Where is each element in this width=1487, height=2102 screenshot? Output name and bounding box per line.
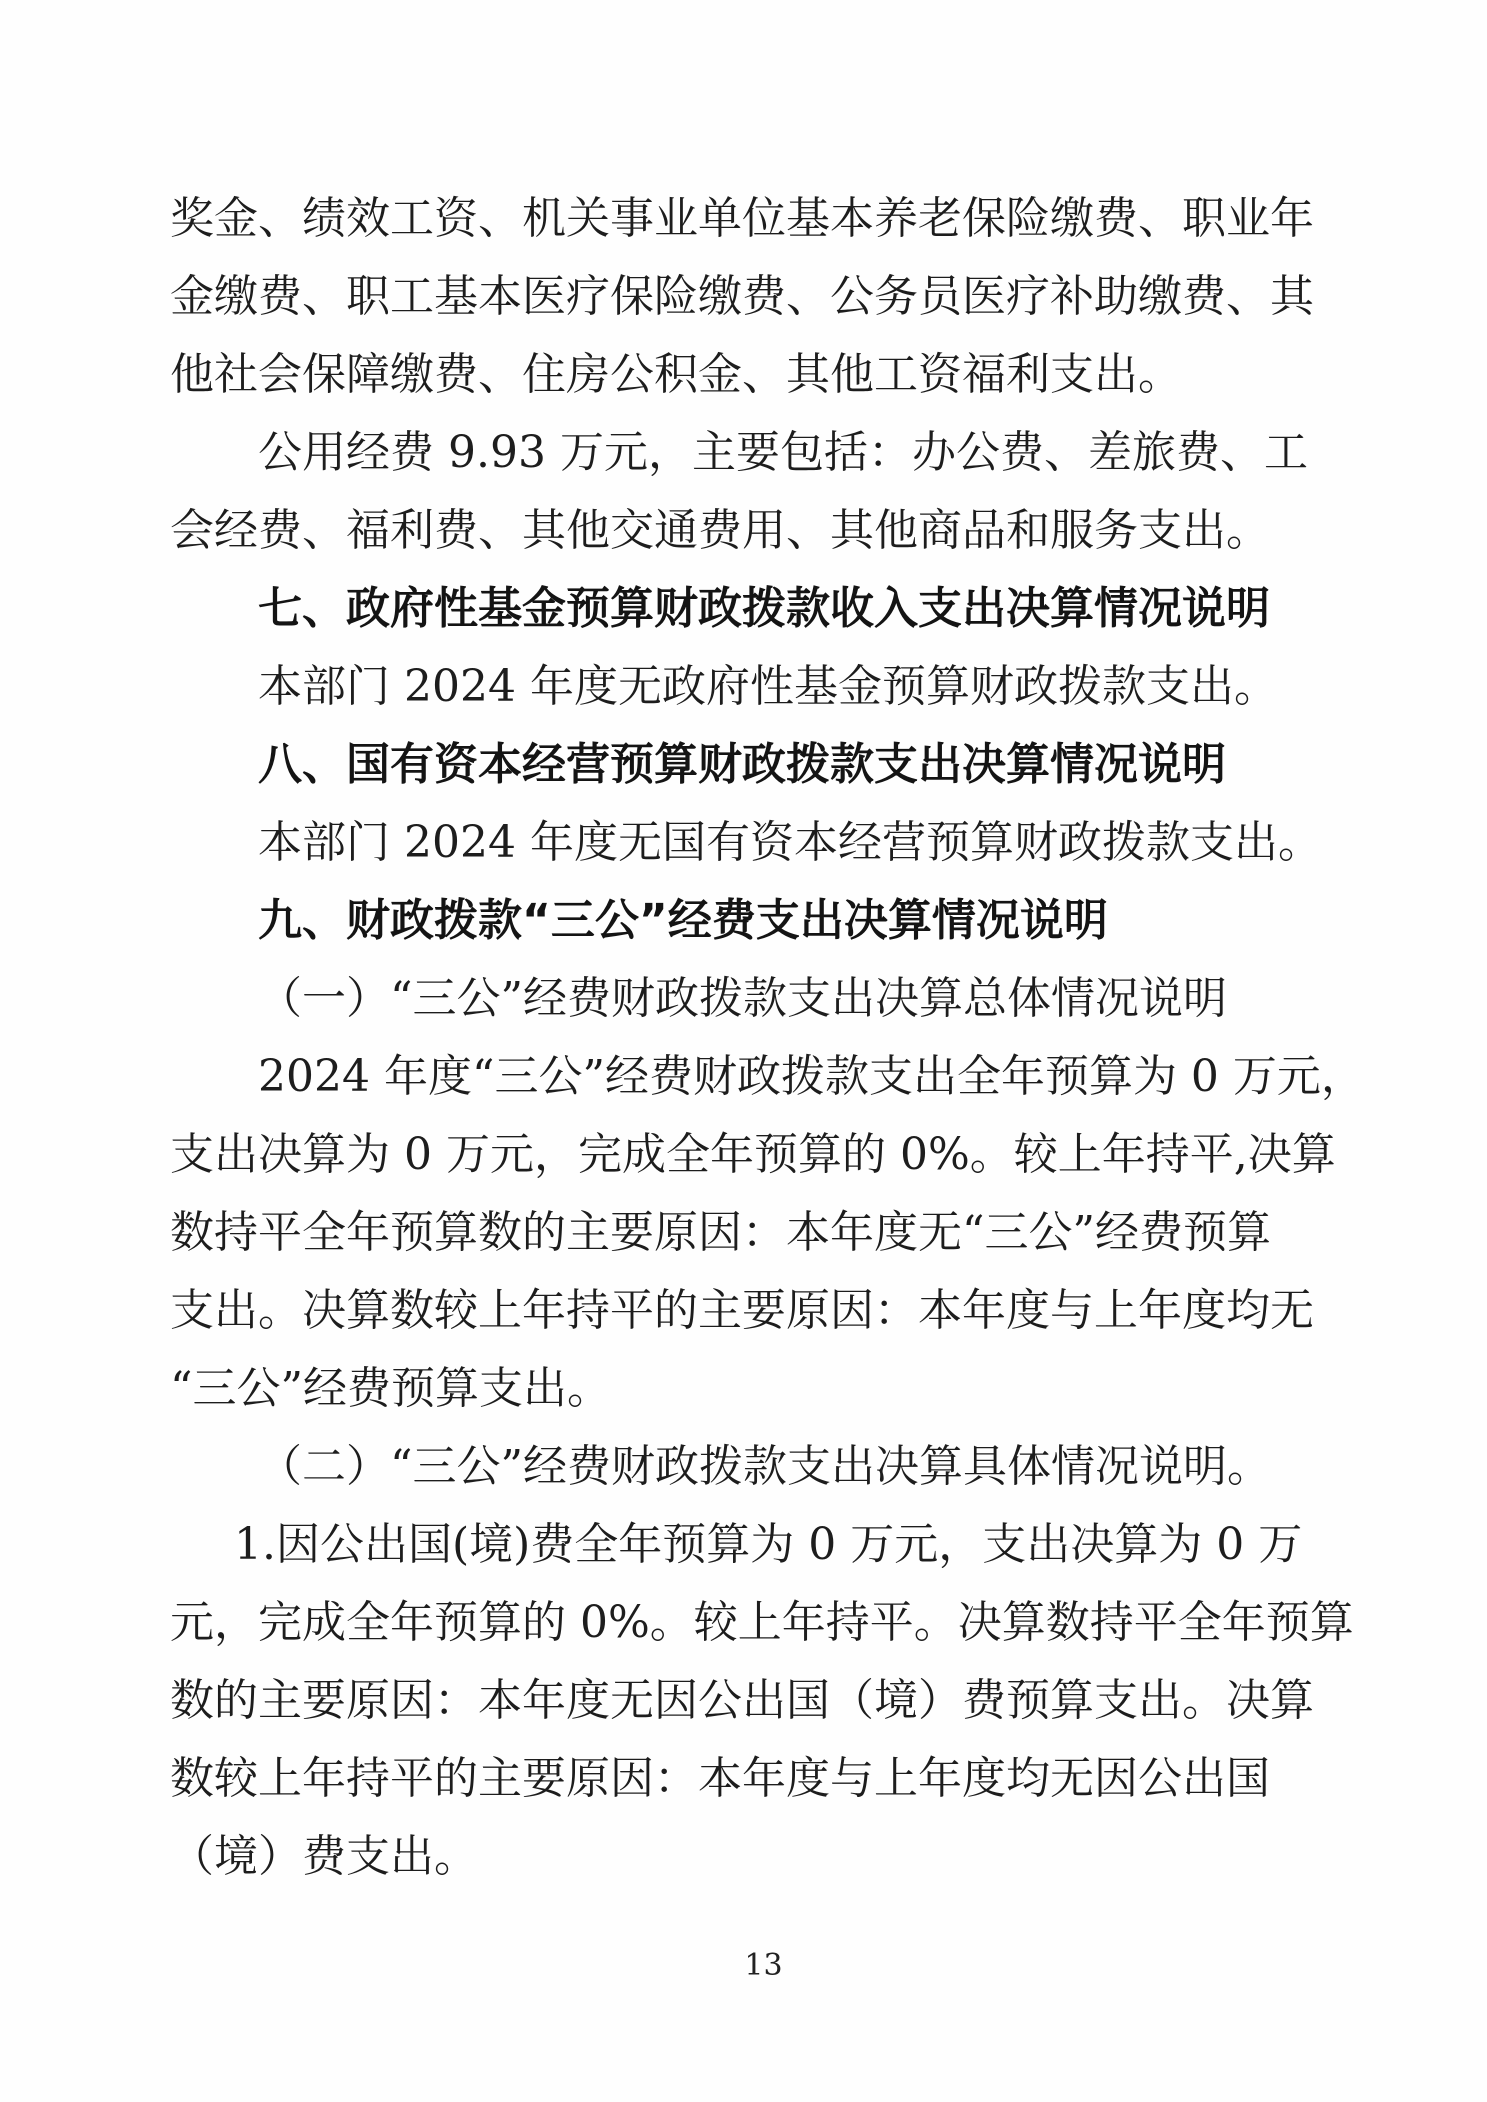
list-item-1-line: 1.因公出国(境)费全年预算为 0 万元，支出决算为 0 万 [234,1519,1303,1570]
paragraph-first-line: 2024 年度“三公”经费财政拨款支出全年预算为 0 万元， [258,1051,1365,1102]
text-line: 奖金、绩效工资、机关事业单位基本养老保险缴费、职业年 [170,193,1314,244]
section-heading-eight: 八、国有资本经营预算财政拨款支出决算情况说明 [258,739,1226,790]
section-heading-nine: 九、财政拨款“三公”经费支出决算情况说明 [258,895,1108,946]
page-number: 13 [744,1948,783,1983]
paragraph-first-line: 公用经费 9.93 万元，主要包括：办公费、差旅费、工 [258,427,1308,478]
text-block [170,180,1365,1896]
text-line: 会经费、福利费、其他交通费用、其他商品和服务支出。 [170,505,1270,556]
subsection-heading-1: （一）“三公”经费财政拨款支出决算总体情况说明 [258,973,1227,1024]
text-line: 支出决算为 0 万元，完成全年预算的 0%。较上年持平,决算 [170,1129,1336,1180]
text-line: 金缴费、职工基本医疗保险缴费、公务员医疗补助缴费、其 [170,271,1314,322]
text-line: 他社会保障缴费、住房公积金、其他工资福利支出。 [170,349,1182,400]
paragraph-first-line: 本部门 2024 年度无政府性基金预算财政拨款支出。 [258,661,1278,712]
text-line: 数持平全年预算数的主要原因：本年度无“三公”经费预算 [170,1207,1271,1258]
text-line: 元，完成全年预算的 0%。较上年持平。决算数持平全年预算 [170,1597,1354,1648]
text-line: 数的主要原因：本年度无因公出国（境）费预算支出。决算 [170,1675,1314,1726]
subsection-heading-2: （二）“三公”经费财政拨款支出决算具体情况说明。 [258,1441,1271,1492]
text-line: （境）费支出。 [170,1831,478,1882]
text-line: 数较上年持平的主要原因：本年度与上年度均无因公出国 [170,1753,1270,1804]
paragraph-first-line: 本部门 2024 年度无国有资本经营预算财政拨款支出。 [258,817,1322,868]
text-line: 支出。决算数较上年持平的主要原因：本年度与上年度均无 [170,1285,1314,1336]
section-heading-seven: 七、政府性基金预算财政拨款收入支出决算情况说明 [258,583,1270,634]
text-line: “三公”经费预算支出。 [170,1363,611,1414]
